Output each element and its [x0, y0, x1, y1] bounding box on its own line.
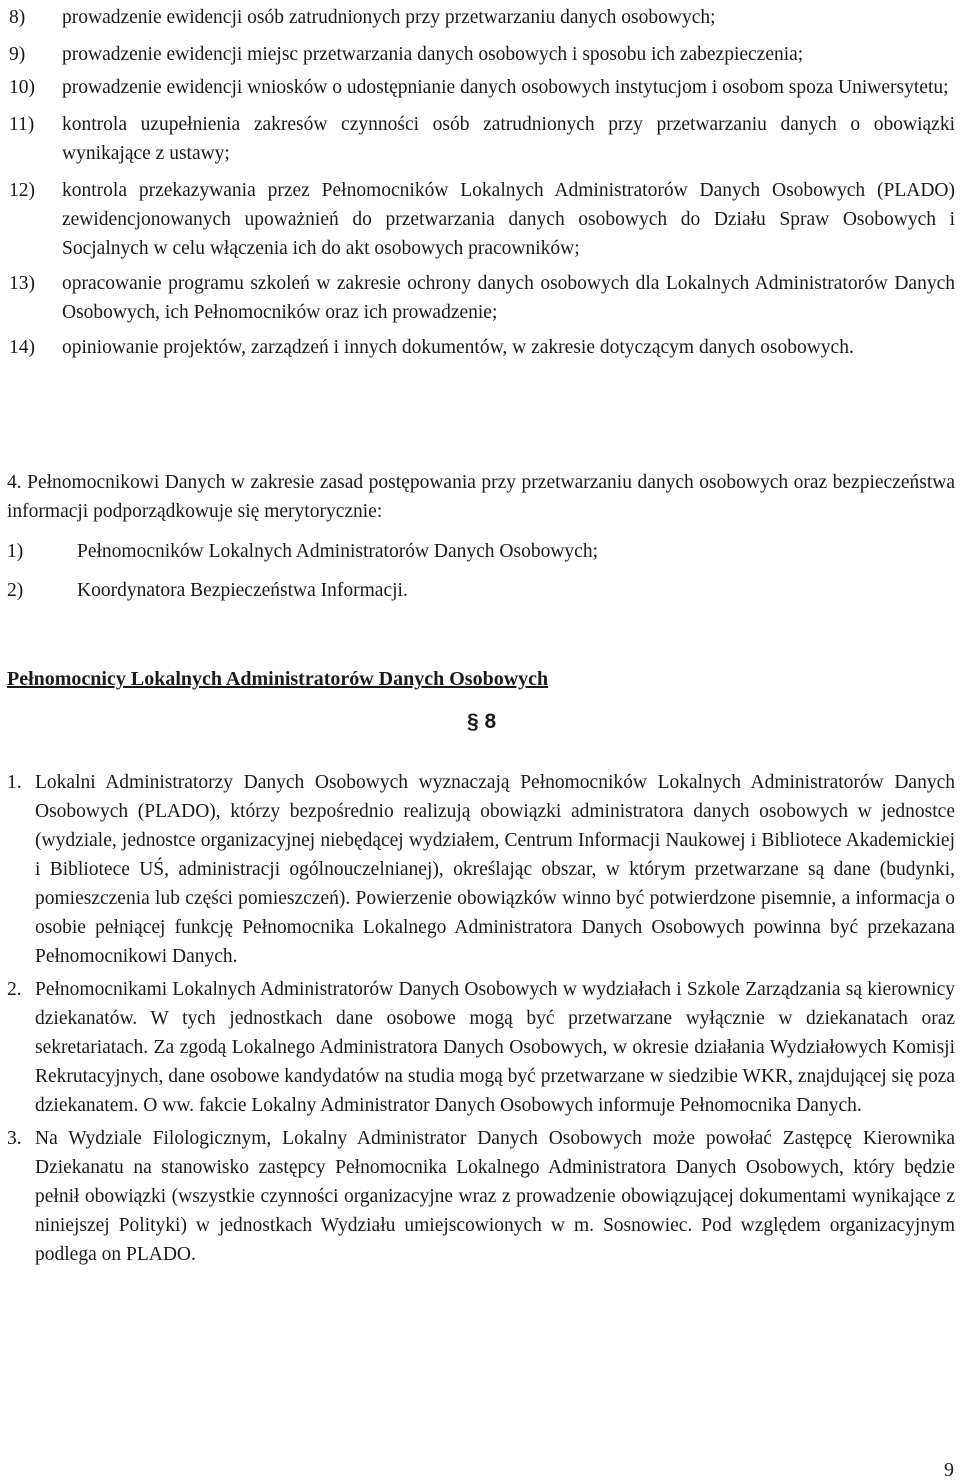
points-list — [7, 768, 955, 1269]
item-text: Na Wydziale Filologicznym, Lokalny Administrator Danych Osobowych może powołać Zastępcę Kierownika Dziekanatu na stanowisko zastępcy Pełnomocnika Lokalnego Administratora Danych Osobowych, który będzie pełnił obowiązki (wszystkie czynności organizacyjne wraz z prowadzenie obowiązującej dokumentami wynikające z niniejszej Polityki) w jednostkach Wydziału umiejscowionych w m. Sosnowiec. Pod względem organizacyjnym podlega on PLADO. — [35, 1128, 955, 1265]
item-text: opiniowanie projektów, zarządzeń i innych dokumentów, w zakresie dotyczącym danych osobowych. — [62, 337, 854, 358]
point-4 — [7, 468, 955, 605]
item-number: 2. — [7, 979, 22, 1000]
item-number: 9) — [9, 44, 26, 65]
item-number: 13) — [9, 273, 35, 294]
sub-text: Pełnomocników Lokalnych Administratorów Danych Osobowych; — [77, 541, 599, 562]
list-item — [7, 3, 955, 32]
list-item — [7, 176, 955, 263]
item-number: 11) — [9, 114, 35, 135]
list-item — [7, 768, 955, 971]
item-number: 1. — [7, 772, 22, 793]
item-number: 12) — [9, 180, 35, 201]
item-text: Pełnomocnikami Lokalnych Administratorów Danych Osobowych w wydziałach i Szkole Zarządzania są kierownicy dziekanatów. W tych jednostkach dane osobowe mogą być przetwarzane wyłącznie w dziekanatach oraz sekretariatach. Za zgodą Lokalnego Administratora Danych Osobowych, w okresie działania Wydziałowych Komisji Rekrutacyjnych, dane osobowe kandydatów na studia mogą być przetwarzane w siedzibie WKR, znajdującej się poza dziekanatem. O ww. fakcie Lokalny Administrator Danych Osobowych informuje Pełnomocnika Danych. — [35, 979, 955, 1116]
section-number-value: 8 — [484, 710, 497, 733]
list-item — [7, 110, 955, 168]
point-number: 4. — [7, 472, 22, 493]
list-item — [7, 73, 955, 102]
list-item — [7, 1124, 955, 1269]
section-number — [467, 710, 496, 734]
item-text: Lokalni Administratorzy Danych Osobowych wyznaczają Pełnomocników Lokalnych Administratorów Danych Osobowych (PLADO), którzy bezpośrednio realizują obowiązki administratora danych osobowych w jednostce (wydziale, jednostce organizacyjnej niebędącej wydziałem, Centrum Informacji Naukowej i Bibliotece Akademickiej i Bibliotece UŚ, administracji ogólnouczelnianej), określając obszar, w którym przetwarzane są dane (budynki, pomieszczenia lub części pomieszczeń). Powierzenie obowiązków winno być potwierdzone pisemnie, a informacja o osobie pełniącej funkcję Pełnomocnika Lokalnego Administratora Danych Osobowych powinna być przekazana Pełnomocnikowi Danych. — [35, 772, 955, 967]
item-text: prowadzenie ewidencji wniosków o udostępnianie danych osobowych instytucjom i osobom spoza Uniwersytetu; — [62, 77, 949, 98]
item-text: prowadzenie ewidencji miejsc przetwarzania danych osobowych i sposobu ich zabezpieczenia; — [62, 44, 804, 65]
point-text: Pełnomocnikowi Danych w zakresie zasad postępowania przy przetwarzaniu danych osobowych oraz bezpieczeństwa informacji podporządkowuje się merytorycznie: — [7, 472, 955, 522]
item-text: kontrola uzupełnienia zakresów czynności osób zatrudnionych przy przetwarzaniu danych o obowiązki wynikające z ustawy; — [62, 114, 955, 164]
sub-item — [7, 576, 955, 605]
section-sign-icon: § — [467, 710, 479, 733]
item-number: 8) — [9, 7, 26, 28]
list-item — [7, 333, 955, 362]
page-number: 9 — [944, 1459, 954, 1481]
item-number: 3. — [7, 1128, 22, 1149]
item-text: kontrola przekazywania przez Pełnomocników Lokalnych Administratorów Danych Osobowych (PLADO) zewidencjonowanych upoważnień do przetwarzania danych osobowych do Działu Spraw Osobowych i Socjalnych w celu włączenia ich do akt osobowych pracowników; — [62, 180, 955, 259]
list-item — [7, 269, 955, 327]
item-text: prowadzenie ewidencji osób zatrudnionych przy przetwarzaniu danych osobowych; — [62, 7, 716, 28]
section-heading: Pełnomocnicy Lokalnych Administratorów Danych Osobowych — [7, 668, 549, 690]
list-item — [7, 40, 955, 69]
item-text: opracowanie programu szkoleń w zakresie ochrony danych osobowych dla Lokalnych Administratorów Danych Osobowych, ich Pełnomocników oraz ich prowadzenie; — [62, 273, 955, 323]
item-number: 14) — [9, 337, 35, 358]
sub-number: 1) — [7, 541, 24, 562]
item-number: 10) — [9, 77, 35, 98]
sub-item — [7, 537, 955, 566]
list-item — [7, 975, 955, 1120]
list-part1 — [7, 0, 955, 358]
sub-number: 2) — [7, 580, 24, 601]
sub-text: Koordynatora Bezpieczeństwa Informacji. — [77, 580, 408, 601]
